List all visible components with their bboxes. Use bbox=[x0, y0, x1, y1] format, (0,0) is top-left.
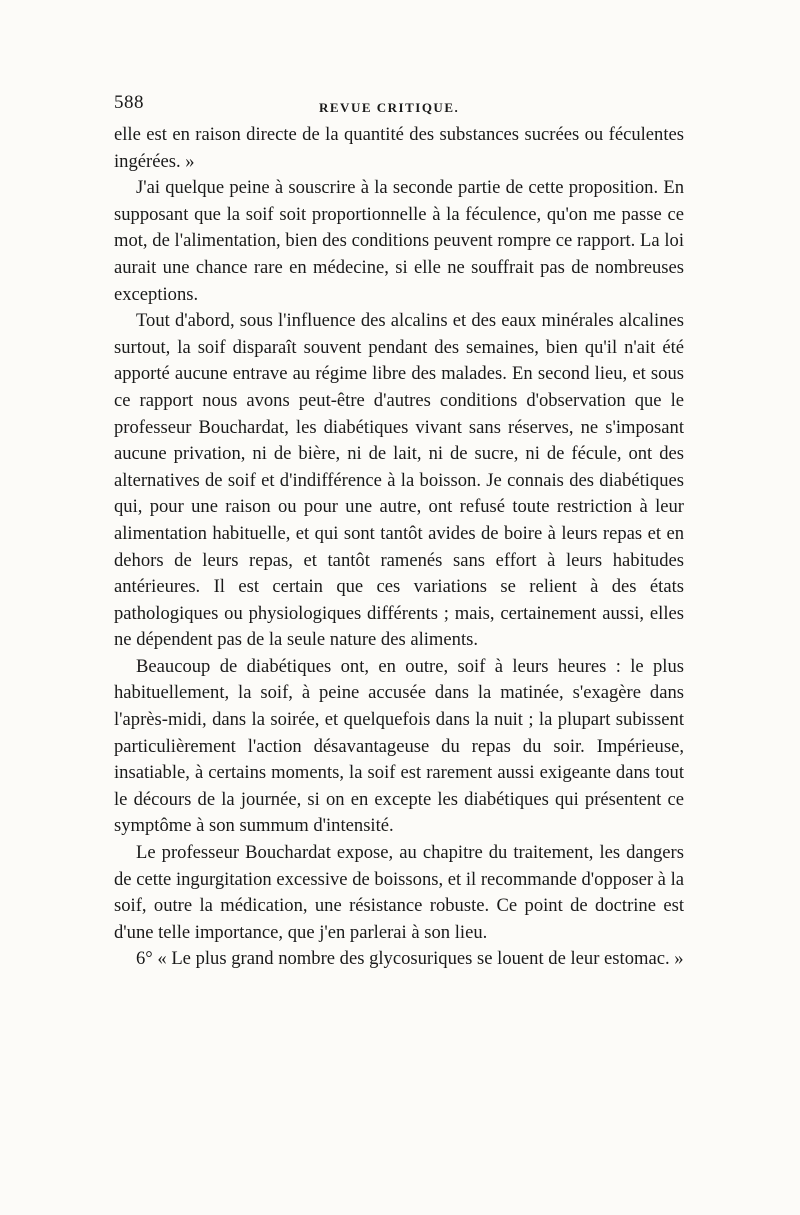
running-head: REVUE CRITIQUE. bbox=[319, 100, 460, 115]
body-text bbox=[114, 122, 684, 973]
paragraph-thirst-hours: Beaucoup de diabétiques ont, en outre, soif à leurs heures : le plus habituellement, la soif, à peine accusée dans la matinée, s'exagère dans l'après-midi, dans la soirée, et quelquefois dans la nuit ; la plupart subissent particulièrement l'action désavantageuse du repas du soir. Impérieuse, insatiable, à certains moments, la soif est rarement aussi exigeante dans tout le décours de la journée, si on en excepte les diabétiques qui présentent ce symptôme à son summum d'intensité. bbox=[114, 655, 684, 837]
page-header bbox=[114, 92, 684, 118]
paragraph-bouchardat-treatment: Le professeur Bouchardat expose, au chapitre du traitement, les dangers de cette ingurgitation excessive de boissons, et il recommande d'opposer à la soif, outre la médication, une résistance robuste. Ce point de doctrine est d'une telle importance, que j'en parlerai à son lieu. bbox=[114, 842, 684, 943]
paragraph-alkaline-influence: Tout d'abord, sous l'influence des alcalins et des eaux minérales alcalines surtout, la soif disparaît souvent pendant des semaines, bien qu'il n'ait été apporté aucune entrave au régime libre des malades. En second lieu, et sous ce rapport nous avons peut-être d'autres conditions d'observation que le professeur Bouchardat, les diabétiques vivant sans réserves, ne s'imposant aucune privation, ni de bière, ni de lait, ni de sucre, ni de fécule, ont des alternatives de soif et d'indifférence à la boisson. Je connais des diabétiques qui, pour une raison ou pour une autre, ont refusé toute restriction à leur alimentation habituelle, et qui sont tantôt avides de boire à leurs repas et en dehors de leurs repas, et tantôt ramenés sans effort à leurs habitudes antérieures. Il est certain que ces variations se relient à des états pathologiques ou physiologiques différents ; mais, certainement aussi, elles ne dépendent pas de la seule nature des aliments. bbox=[114, 310, 684, 651]
paragraph-glycosuric-stomach: 6° « Le plus grand nombre des glycosuriques se louent de leur estomac. » bbox=[136, 948, 684, 970]
paragraph-proposition-objection: J'ai quelque peine à souscrire à la seconde partie de cette proposition. En supposant que la soif soit proportionnelle à la féculence, qu'on me passe ce mot, de l'alimentation, bien des conditions peuvent rompre ce rapport. La loi aurait une chance rare en médecine, si elle ne souffrait pas de nombreuses exceptions. bbox=[114, 177, 684, 305]
paragraph-continuation: elle est en raison directe de la quantité des substances sucrées ou féculentes ingérées. » bbox=[114, 124, 684, 172]
page-number: 588 bbox=[114, 92, 144, 113]
page bbox=[114, 92, 684, 973]
